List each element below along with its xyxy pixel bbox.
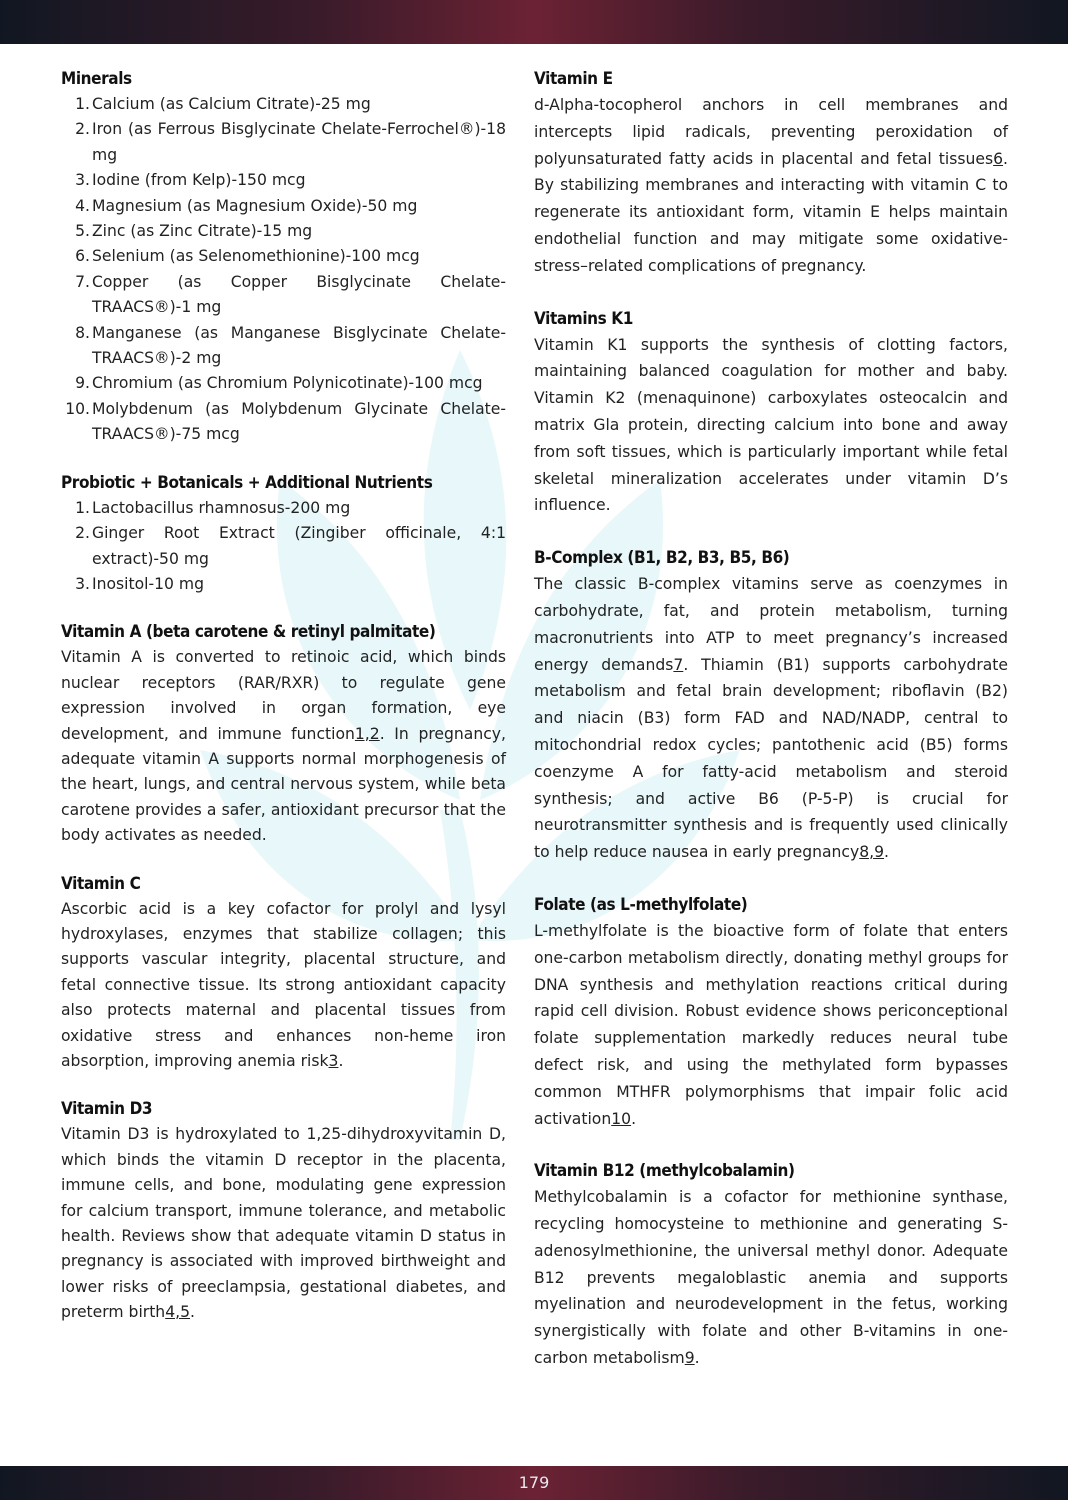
list-item: 8. Manganese (as Manganese Bisglycinate Chelate-TRAACS®)-2 mg [75,323,506,368]
vitamin-a-heading: Vitamin A (beta carotene & retinyl palmitate) [61,622,436,643]
list-item: 3. Iodine (from Kelp)-150 mcg [75,171,306,190]
right-column [534,66,1008,1398]
vitamin-e-heading: Vitamin E [534,69,613,89]
list-item: 6. Selenium (as Selenomethionine)-100 mcg [75,247,420,266]
citation-link[interactable]: 9 [684,1349,695,1368]
list-item: 7. Copper (as Copper Bisglycinate Chelate-TRAACS®)-1 mg [75,272,506,317]
b-complex-heading: B-Complex (B1, B2, B3, B5, B6) [534,548,790,569]
list-item: 3. Inositol-10 mg [75,574,204,593]
vitamin-a-paragraph: Vitamin A is converted to retinoic acid, which binds nuclear receptors (RAR/RXR) to regulate gene expression involved in organ formation, eye development, and immune function1,2. In pregnancy, adequate vitamin A supports normal morphogenesis of the heart, lungs, and central nervous system, while beta carotene provides a safer, antioxidant precursor that the body activates as needed. [61,648,506,845]
vitamin-b12-section [534,1158,1008,1372]
list-item: 1. Calcium (as Calcium Citrate)-25 mg [75,95,371,113]
list-item: 1. Lactobacillus rhamnosus-200 mg [75,498,351,517]
list-item: 9. Chromium (as Chromium Polynicotinate)-100 mcg [75,374,483,393]
probiotic-list [61,496,506,598]
vitamin-k1-paragraph: Vitamin K1 supports the synthesis of clotting factors, maintaining balanced coagulation for mother and baby. Vitamin K2 (menaquinone) carboxylates osteocalcin and matrix Gla protein, directing calcium into bone and away from soft tissues, which is particularly important while fetal skeletal mineralization accelerates under vitamin D’s influence. [534,335,1008,515]
b-complex-section [534,545,1008,866]
vitamin-k1-section [534,306,1008,520]
vitamin-d3-section [61,1096,506,1325]
left-column [61,66,506,1348]
vitamin-d3-heading: Vitamin D3 [61,1099,153,1120]
probiotic-heading: Probiotic + Botanicals + Additional Nutrients [61,472,433,493]
folate-paragraph: L-methylfolate is the bioactive form of folate that enters one-carbon metabolism directly, donating methyl groups for DNA synthesis and methylation reactions critical during rapid cell division. Robust evidence shows periconceptional folate supplementation markedly reduces neural tube defect risk, and using the methylated form bypasses common MTHFR polymorphisms that impair folic acid activation10. [534,921,1008,1128]
list-item: 10. Molybdenum (as Molybdenum Glycinate Chelate-TRAACS®)-75 mcg [65,399,506,444]
vitamin-c-heading: Vitamin C [61,873,141,894]
vitamin-e-paragraph: d-Alpha-tocopherol anchors in cell membranes and intercepts lipid radicals, preventing peroxidation of polyunsaturated fatty acids in placental and fetal tissues6. By stabilizing membranes and interacting with vitamin C to regenerate its antioxidant form, vitamin E helps maintain endothelial function and may mitigate some oxidative-stress–related complications of pregnancy. [534,96,1008,275]
list-item: 2. Iron (as Ferrous Bisglycinate Chelate-Ferrochel®)-18 mg [75,120,506,164]
list-item: 5. Zinc (as Zinc Citrate)-15 mg [75,222,313,241]
page-number: 179 [518,1473,550,1492]
folate-heading: Folate (as L-methylfolate) [534,894,748,915]
vitamin-c-section [61,871,506,1075]
list-item: 2. Ginger Root Extract (Zingiber officinale, 4:1 extract)-50 mg [75,524,506,568]
b-complex-paragraph: The classic B-complex vitamins serve as coenzymes in carbohydrate, fat, and protein metabolism, turning macronutrients into ATP to meet pregnancy’s increased energy demands7. Thiamin (B1) supports carbohydrate metabolism and fetal brain development; riboflavin (B2) and niacin (B3) form FAD and NAD/NADP, central to mitochondrial redox cycles; pantothenic acid (B5) forms coenzyme A for fatty-acid metabolism and steroid synthesis; and active B6 (P-5-P) is crucial for neurotransmitter synthesis and is frequently used clinically to help reduce nausea in early pregnancy8,9. [534,575,1009,862]
vitamin-k1-heading: Vitamins K1 [534,308,633,329]
citation-link[interactable]: 3 [328,1052,339,1070]
vitamin-d3-paragraph: Vitamin D3 is hydroxylated to 1,25-dihydroxyvitamin D, which binds the vitamin D receptor in the placenta, immune cells, and bone, modulating gene expression for calcium transport, immune tolerance, and metabolic health. Reviews show that adequate vitamin D status in pregnancy is associated with improved birthweight and lower risks of preeclampsia, gestational diabetes, and preterm birth4,5. [61,1125,506,1322]
minerals-section [61,66,506,448]
probiotic-section [61,470,506,598]
header-band [0,0,1068,44]
citation-link[interactable]: 1,2 [354,724,380,743]
folate-section [534,892,1008,1132]
vitamin-c-paragraph: Ascorbic acid is a key cofactor for prolyl and lysyl hydroxylases, enzymes that stabilize collagen; this supports vascular integrity, placental structure, and fetal connective tissue. Its strong antioxidant capacity also protects maternal and placental tissues from oxidative stress and enhances non-heme iron absorption, improving anemia risk3. [61,899,506,1070]
citation-link[interactable]: 8,9 [859,843,885,862]
citation-link[interactable]: 6 [993,149,1004,168]
minerals-list [61,92,506,448]
footer-band [0,1466,1068,1500]
vitamin-e-section [534,66,1008,280]
vitamin-b12-paragraph: Methylcobalamin is a cofactor for methionine synthase, recycling homocysteine to methionine and generating S-adenosylmethionine, the universal methyl donor. Adequate B12 prevents megaloblastic anemia and supports myelination and neurodevelopment in the fetus, working synergistically with folate and other B-vitamins in one-carbon metabolism9. [534,1188,1008,1368]
minerals-heading: Minerals [61,69,132,89]
citation-link[interactable]: 7 [673,655,684,674]
list-item: 4. Magnesium (as Magnesium Oxide)-50 mg [75,196,418,215]
citation-link[interactable]: 10 [611,1109,632,1128]
vitamin-a-section [61,619,506,848]
vitamin-b12-heading: Vitamin B12 (methylcobalamin) [534,1161,795,1182]
citation-link[interactable]: 4,5 [165,1303,191,1322]
